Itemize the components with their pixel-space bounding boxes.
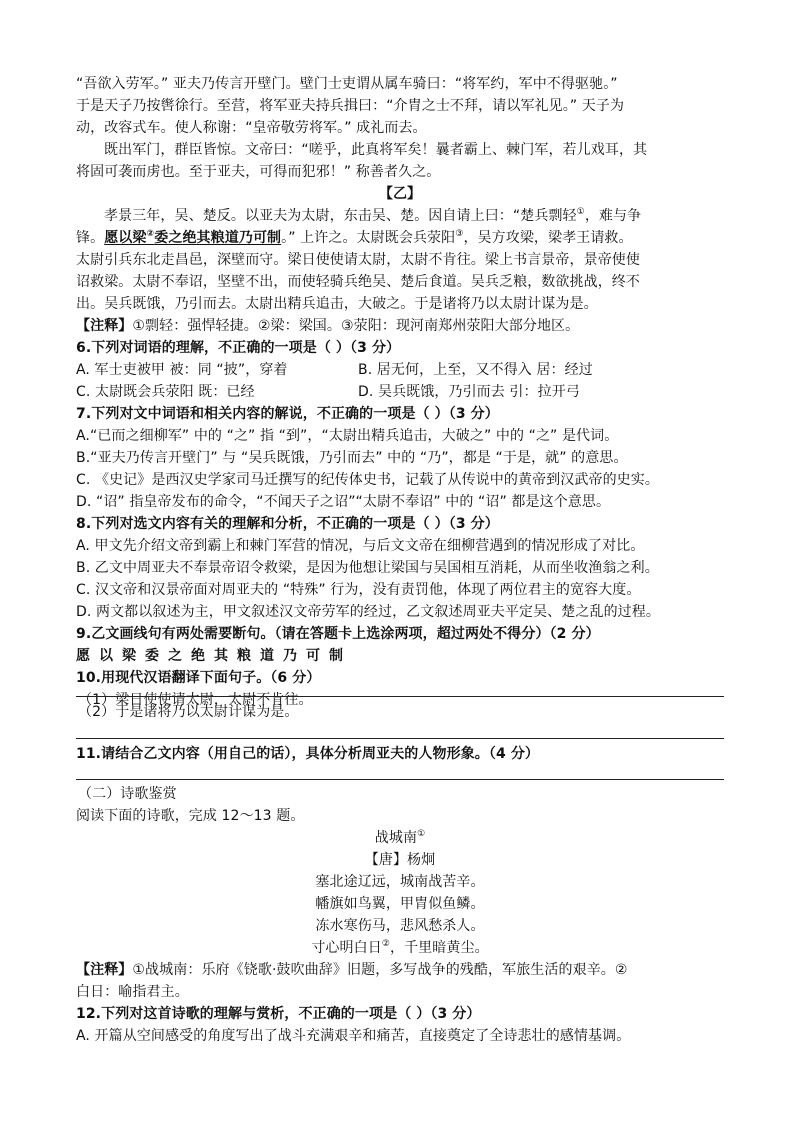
passage-yi-line-2: 锋。愿以梁②委之绝其粮道乃可制。” 上许之。太尉既会兵荥阳③，吴方攻梁，梁孝王请救。	[76, 229, 633, 246]
passage-yi-line-3: 太尉引兵东北走昌邑，深壁而守。梁日使使请太尉，太尉不肯往。梁上书言景帝，景帝使使	[76, 252, 640, 268]
poetry-instruction: 阅读下面的诗歌，完成 12～13 题。	[76, 808, 305, 824]
q11-stem: 11.请结合乙文内容（用自己的话），具体分析周亚夫的人物形象。（4 分）	[76, 746, 540, 762]
poem-author: 【唐】杨炯	[364, 852, 436, 868]
poem-line-3: 冻水寒伤马，悲风愁杀人。	[315, 918, 485, 934]
q7-option-b: B.“亚夫乃传言开壁门” 与 “吴兵既饿，乃引而去” 中的 “乃”，都是 “于是，就” 的意思。	[76, 450, 628, 466]
poem-notes-line-2: 白日：喻指君主。	[76, 984, 189, 1000]
q6-option-a: A. 军士吏被甲 被：同 “披”，穿着	[76, 362, 288, 378]
q10-sentence-1: （1）梁日使使请太尉，太尉不肯往。	[78, 692, 313, 708]
q8-option-c: C. 汉文帝和汉景帝面对周亚夫的 “特殊” 行为，没有责罚他，体现了两位君主的宽容大度。	[76, 582, 641, 598]
passage-yi-line-5: 出。吴兵既饿，乃引而去。太尉出精兵追击，大破之。于是诸将乃以太尉计谋为是。	[76, 296, 598, 312]
passage-yi-line-4: 诏救梁。太尉不奉诏，坚壁不出，而使轻骑兵绝吴、楚后食道。吴兵乏粮，数欲挑战，终不	[76, 274, 640, 290]
poem-line-1: 塞北途辽远，城南战苦辛。	[315, 874, 485, 890]
q7-option-d: D. “诏” 指皇帝发布的命令，“不闻天子之诏”“太尉不奉诏” 中的 “诏” 都是这个意思。	[76, 494, 611, 510]
answer-line-2[interactable]	[76, 738, 724, 739]
passage-yi-notes: 【注释】①剽轻：强悍轻捷。②梁：梁国。③荥阳：现河南郑州荥阳大部分地区。	[76, 318, 580, 334]
passage-jia-line-3: 动，改容式车。使人称谢：“皇帝敬劳将军。” 成礼而去。	[76, 120, 427, 136]
poem-notes-line-1: 【注释】①战城南：乐府《铙歌·鼓吹曲辞》旧题，多写战争的残酷，军旅生活的艰辛。②	[76, 962, 628, 978]
poem-line-4: 寸心明白日②，千里暗黄尘。	[311, 939, 489, 956]
passage-yi-line-1: 孝景三年，吴、楚反。以亚夫为太尉，东击吴、楚。因自请上曰：“楚兵剽轻①，难与争	[104, 207, 642, 224]
q8-stem: 8.下列对选文内容有关的理解和分析，不正确的一项是（ ）（3 分）	[76, 516, 499, 532]
q7-option-c: C. 《史记》是西汉史学家司马迁撰写的纪传体史书，记载了从传说中的黄帝到汉武帝的史实。	[76, 472, 659, 488]
passage-yi-heading: 【乙】	[378, 186, 422, 202]
q9-stem: 9.乙文画线句有两处需要断句。（请在答题卡上选涂两项，超过两处不得分）（2 分）	[76, 626, 600, 642]
passage-jia-line-5: 将固可袭而虏也。至于亚夫，可得而犯邪！” 称善者久之。	[76, 164, 441, 180]
q6-option-b: B. 居无何，上至，又不得入 居：经过	[358, 362, 593, 378]
q8-option-a: A. 甲文先介绍文帝到霸上和棘门军营的情况，与后文文帝在细柳营遇到的情况形成了对比。	[76, 538, 645, 554]
q12-option-a: A. 开篇从空间感受的角度写出了战斗充满艰辛和痛苦，直接奠定了全诗悲壮的感情基调。	[76, 1028, 631, 1044]
q7-option-a: A.“已而之细柳军” 中的 “之” 指 “到”，“太尉出精兵追击，大破之” 中的 “之” 是代词。	[76, 428, 619, 444]
passage-jia-line-2: 于是天子乃按辔徐行。至营，将军亚夫持兵揖曰：“介胄之士不拜，请以军礼见。” 天子为	[76, 98, 625, 114]
underlined-sentence: 愿以梁②委之绝其粮道乃可制	[104, 229, 282, 246]
q6-stem: 6.下列对词语的理解，不正确的一项是（ ）（3 分）	[76, 340, 401, 356]
q12-stem: 12.下列对这首诗歌的理解与赏析，不正确的一项是（ ）（3 分）	[76, 1006, 481, 1022]
q8-option-b: B. 乙文中周亚夫不奉景帝诏令救梁，是因为他想让梁国与吴国相互消耗，从而坐收渔翁之利。	[76, 560, 659, 576]
poem-line-2: 幡旗如鸟翼，甲胄似鱼鳞。	[315, 896, 485, 912]
q9-sentence-chars[interactable]: 愿以梁委之绝其粮道乃可制	[76, 648, 352, 664]
q10-sentence-2: （2）于是诸将乃以太尉计谋为是。	[78, 704, 299, 720]
note-marker-3: ③	[455, 229, 464, 239]
answer-line-1[interactable]	[76, 696, 724, 697]
passage-jia-line-4: 既出军门，群臣皆惊。文帝曰：“嗟乎，此真将军矣！曩者霸上、棘门军，若儿戏耳，其	[104, 142, 648, 158]
poem-title: 战城南①	[374, 829, 426, 846]
q6-option-d: D. 吴兵既饿，乃引而去 引：拉开弓	[358, 384, 580, 400]
q8-option-d: D. 两文都以叙述为主，甲文叙述汉文帝劳军的经过，乙文叙述周亚夫平定吴、楚之乱的过程。	[76, 604, 660, 620]
q6-option-c: C. 太尉既会兵荥阳 既：已经	[76, 384, 255, 400]
answer-line-3[interactable]	[76, 779, 724, 780]
q7-stem: 7.下列对文中词语和相关内容的解说，不正确的一项是（ ）（3 分）	[76, 406, 499, 422]
q10-stem: 10.用现代汉语翻译下面句子。（6 分）	[76, 670, 321, 686]
note-marker-1: ①	[576, 207, 585, 217]
passage-jia-line-1: “吾欲入劳军。” 亚夫乃传言开壁门。壁门士吏谓从属车骑曰：“将军约，军中不得驱驰。”	[76, 76, 618, 92]
poetry-section-title: （二）诗歌鉴赏	[78, 786, 177, 802]
